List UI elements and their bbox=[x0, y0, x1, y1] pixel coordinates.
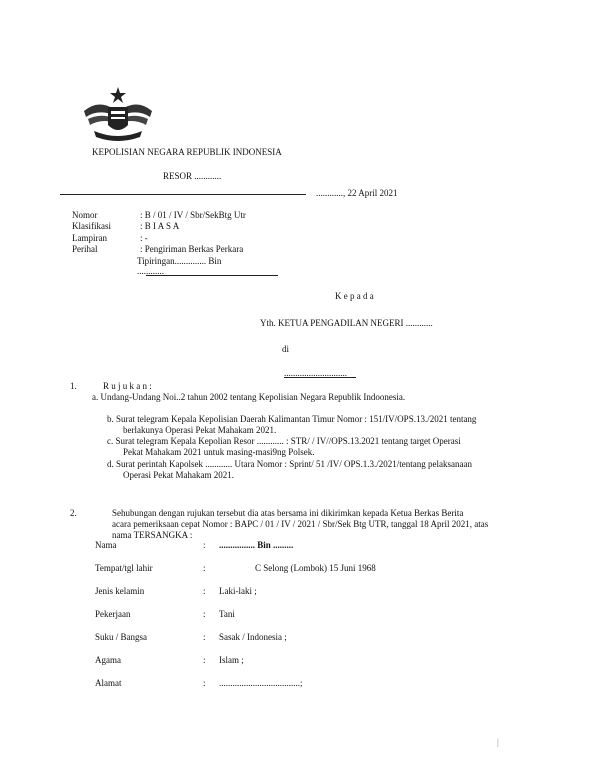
perihal-value-line-1: : Pengiriman Berkas Perkara bbox=[140, 244, 244, 254]
perihal-underline bbox=[146, 275, 278, 276]
tersangka-value-pekerjaan: Tani bbox=[219, 609, 235, 619]
lampiran-label: Lampiran bbox=[72, 233, 107, 243]
klasifikasi-label: Klasifikasi bbox=[72, 221, 111, 231]
rujukan-item-b-line-1: b. Surat telegram Kepala Kepolisian Daerah Kalimantan Timur Nomor : 151/IV/OPS.13./2021 tentang bbox=[107, 414, 477, 424]
tersangka-colon-ttl: : bbox=[203, 563, 206, 573]
tersangka-value-suku-bangsa: Sasak / Indonesia ; bbox=[219, 632, 287, 642]
tersangka-colon-suku-bangsa: : bbox=[203, 632, 206, 642]
perihal-label: Perihal bbox=[72, 244, 98, 254]
recipient-place: ............................ bbox=[284, 368, 347, 378]
tersangka-value-alamat: ....................................; bbox=[219, 678, 303, 688]
rujukan-item-a: a. Undang-Undang Noi..2 tahun 2002 tentang Kepolisian Negara Republik Indoonesia. bbox=[92, 392, 406, 402]
tersangka-colon-alamat: : bbox=[203, 678, 206, 688]
place-underline bbox=[284, 377, 356, 378]
tersangka-value-ttl: C Selong (Lombok) 15 Juni 1968 bbox=[255, 563, 376, 573]
perihal-value-line-2: Tipiringan.............. Bin bbox=[137, 256, 222, 266]
tersangka-value-agama: Islam ; bbox=[219, 655, 244, 665]
section-2-line-1: Sehubungan dengan rujukan tersebut dia atas bersama ini dikirimkan kepada Ketua Berkas Berita bbox=[112, 508, 464, 518]
rujukan-item-d-line-2: Operasi Pekat Mahakam 2021. bbox=[123, 470, 234, 480]
lampiran-value: : - bbox=[140, 233, 148, 243]
rujukan-item-c-line-2: Pekat Mahakam 2021 untuk masing-masi9ng Polsek. bbox=[123, 447, 315, 457]
resor-line: RESOR ............ bbox=[163, 171, 222, 181]
klasifikasi-value: : B I A S A bbox=[140, 221, 180, 231]
tersangka-label-suku-bangsa: Suku / Bangsa bbox=[95, 632, 148, 642]
tersangka-label-ttl: Tempat/tgl lahir bbox=[95, 563, 153, 573]
section-2-line-2: acara pemeriksaan cepat Nomor : BAPC / 01 / IV / 2021 / Sbr/Sek Btg UTR, tanggal 18 April 2021, atas bbox=[112, 519, 489, 529]
rujukan-title: R u j u k a n : bbox=[103, 381, 152, 391]
header-divider bbox=[60, 194, 306, 195]
tersangka-colon-pekerjaan: : bbox=[203, 609, 206, 619]
nomor-label: Nomor bbox=[72, 210, 98, 220]
nomor-value: : B / 01 / IV / Sbr/SekBtg Utr bbox=[140, 210, 246, 220]
rujukan-item-b-line-2: berlakunya Operasi Pekat Mahakam 2021. bbox=[123, 425, 277, 435]
di-label: di bbox=[282, 344, 290, 354]
tersangka-label-jenis-kelamin: Jenis kelamin bbox=[95, 586, 145, 596]
tersangka-value-jenis-kelamin: Laki-laki ; bbox=[219, 586, 257, 596]
page-mark: | bbox=[497, 737, 499, 747]
section-2-number: 2. bbox=[70, 508, 77, 518]
tersangka-label-nama: Nama bbox=[95, 540, 117, 550]
tersangka-colon-agama: : bbox=[203, 655, 206, 665]
rujukan-number: 1. bbox=[70, 381, 77, 391]
perihal-value-line-3: ............ bbox=[137, 266, 164, 276]
kepada-label: K e p a d a bbox=[335, 291, 374, 301]
letter-date: ............, 22 April 2021 bbox=[316, 188, 398, 198]
tersangka-value-nama: ................ Bin ......... bbox=[219, 540, 294, 550]
institution-name: KEPOLISIAN NEGARA REPUBLIK INDONESIA bbox=[92, 147, 282, 157]
police-emblem-icon bbox=[80, 85, 156, 143]
rujukan-item-c-line-1: c. Surat telegram Kepala Kepolian Resor ............ : STR/ / IV//OPS.13.2021 tentang target Operasi bbox=[107, 436, 461, 446]
tersangka-label-alamat: Alamat bbox=[95, 678, 122, 688]
section-2-line-3: nama TERSANGKA : bbox=[112, 530, 193, 540]
tersangka-colon-jenis-kelamin: : bbox=[203, 586, 206, 596]
recipient: Yth. KETUA PENGADILAN NEGERI ............ bbox=[260, 318, 433, 328]
tersangka-label-pekerjaan: Pekerjaan bbox=[95, 609, 131, 619]
rujukan-item-d-line-1: d. Surat perintah Kapolsek ............ Utara Nomor : Sprint/ 51 /IV/ OPS.1.3./2021/tentang pelaksanaan bbox=[107, 459, 472, 469]
tersangka-colon-nama: : bbox=[203, 540, 206, 550]
tersangka-label-agama: Agama bbox=[95, 655, 121, 665]
